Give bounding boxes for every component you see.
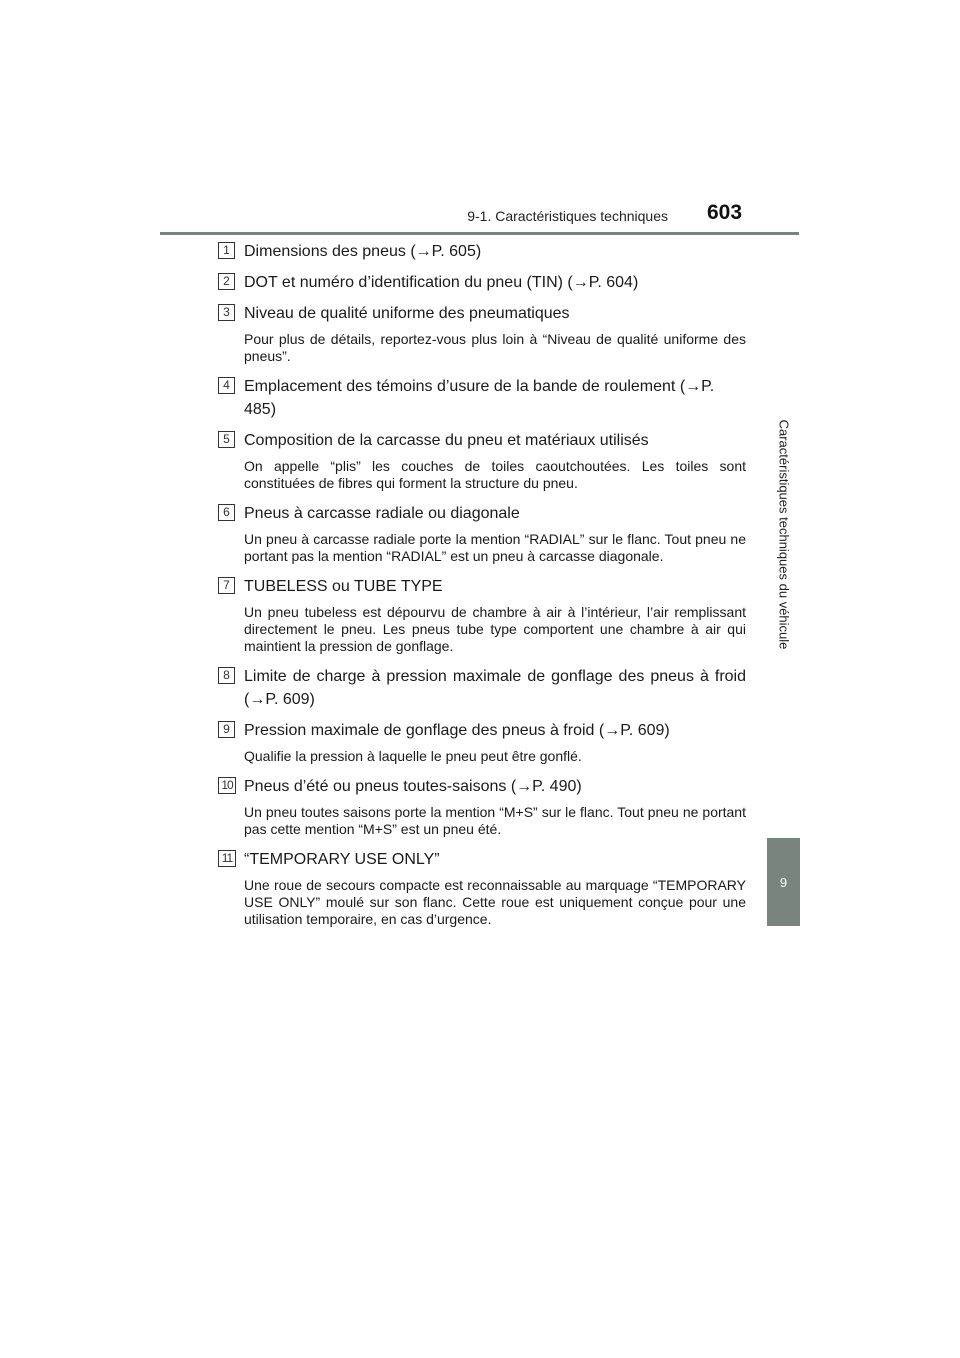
legend-item-11 [218,848,746,928]
legend-item-4 [218,375,746,421]
legend-item-9 [218,719,746,765]
legend-item-8 [218,665,746,711]
item-number-badge: 4 [218,377,235,394]
item-title: Dimensions des pneus (→P. 605) [244,243,482,260]
item-number-badge: 1 [218,242,235,259]
item-title: DOT et numéro d’identification du pneu (TIN) (→P. 604) [244,274,639,291]
chapter-title: Caractéristiques techniques du véhicule [776,419,791,649]
item-number-badge: 11 [218,850,236,867]
item-title: Emplacement des témoins d’usure de la bande de roulement (→P. 485) [244,378,715,418]
tire-label-legend [218,240,746,938]
item-number-badge: 3 [218,304,235,321]
item-number-badge: 9 [218,721,235,738]
item-description: Qualifie la pression à laquelle le pneu peut être gonflé. [244,748,582,764]
item-title: Pneus d’été ou pneus toutes-saisons (→P. 490) [244,778,582,795]
item-title: Pneus à carcasse radiale ou diagonale [244,505,520,522]
legend-item-2 [218,271,746,294]
legend-item-10 [218,775,746,838]
item-number-badge: 6 [218,504,235,521]
item-description: Un pneu tubeless est dépourvu de chambre à air à l’intérieur, l’air remplissant directement le pneu. Les pneus tube type comportent une chambre à air qui maintient la pression de gonflage. [244,604,746,654]
item-description: On appelle “plis” les couches de toiles caoutchoutées. Les toiles sont constituées de fibres qui forment la structure du pneu. [244,458,746,491]
header-divider [160,232,799,235]
item-title: Niveau de qualité uniforme des pneumatiques [244,305,570,322]
item-number-badge: 7 [218,577,235,594]
chapter-side-label [767,238,800,830]
item-description: Pour plus de détails, reportez-vous plus loin à “Niveau de qualité uniforme des pneus”. [244,331,746,364]
page-header [0,0,960,240]
item-number-badge: 2 [218,273,235,290]
legend-item-6 [218,502,746,565]
item-description: Une roue de secours compacte est reconnaissable au marquage “TEMPORARY USE ONLY” moulé sur son flanc. Cette roue est uniquement conçue pour une utilisation temporaire, en cas d’urgence. [244,877,746,927]
item-number-badge: 8 [218,667,235,684]
item-description: Un pneu toutes saisons porte la mention “M+S” sur le flanc. Tout pneu ne portant pas cette mention “M+S” est un pneu été. [244,804,746,837]
item-number-badge: 5 [218,431,235,448]
legend-item-5 [218,429,746,492]
item-title: TUBELESS ou TUBE TYPE [244,578,443,595]
chapter-tab [767,838,800,926]
item-number-badge: 10 [218,777,236,794]
page-number: 603 [707,201,743,224]
item-title: Limite de charge à pression maximale de gonflage des pneus à froid (→P. 609) [244,668,746,708]
item-title: Pression maximale de gonflage des pneus à froid (→P. 609) [244,722,670,739]
legend-item-1 [218,240,746,263]
item-title: “TEMPORARY USE ONLY” [244,851,440,868]
legend-item-3 [218,302,746,365]
item-title: Composition de la carcasse du pneu et matériaux utilisés [244,432,649,449]
section-title: 9-1. Caractéristiques techniques [467,208,668,224]
legend-item-7 [218,575,746,655]
item-description: Un pneu à carcasse radiale porte la mention “RADIAL” sur le flanc. Tout pneu ne portant pas la mention “RADIAL” est un pneu à carcasse diagonale. [244,531,746,564]
chapter-number: 9 [779,874,788,890]
